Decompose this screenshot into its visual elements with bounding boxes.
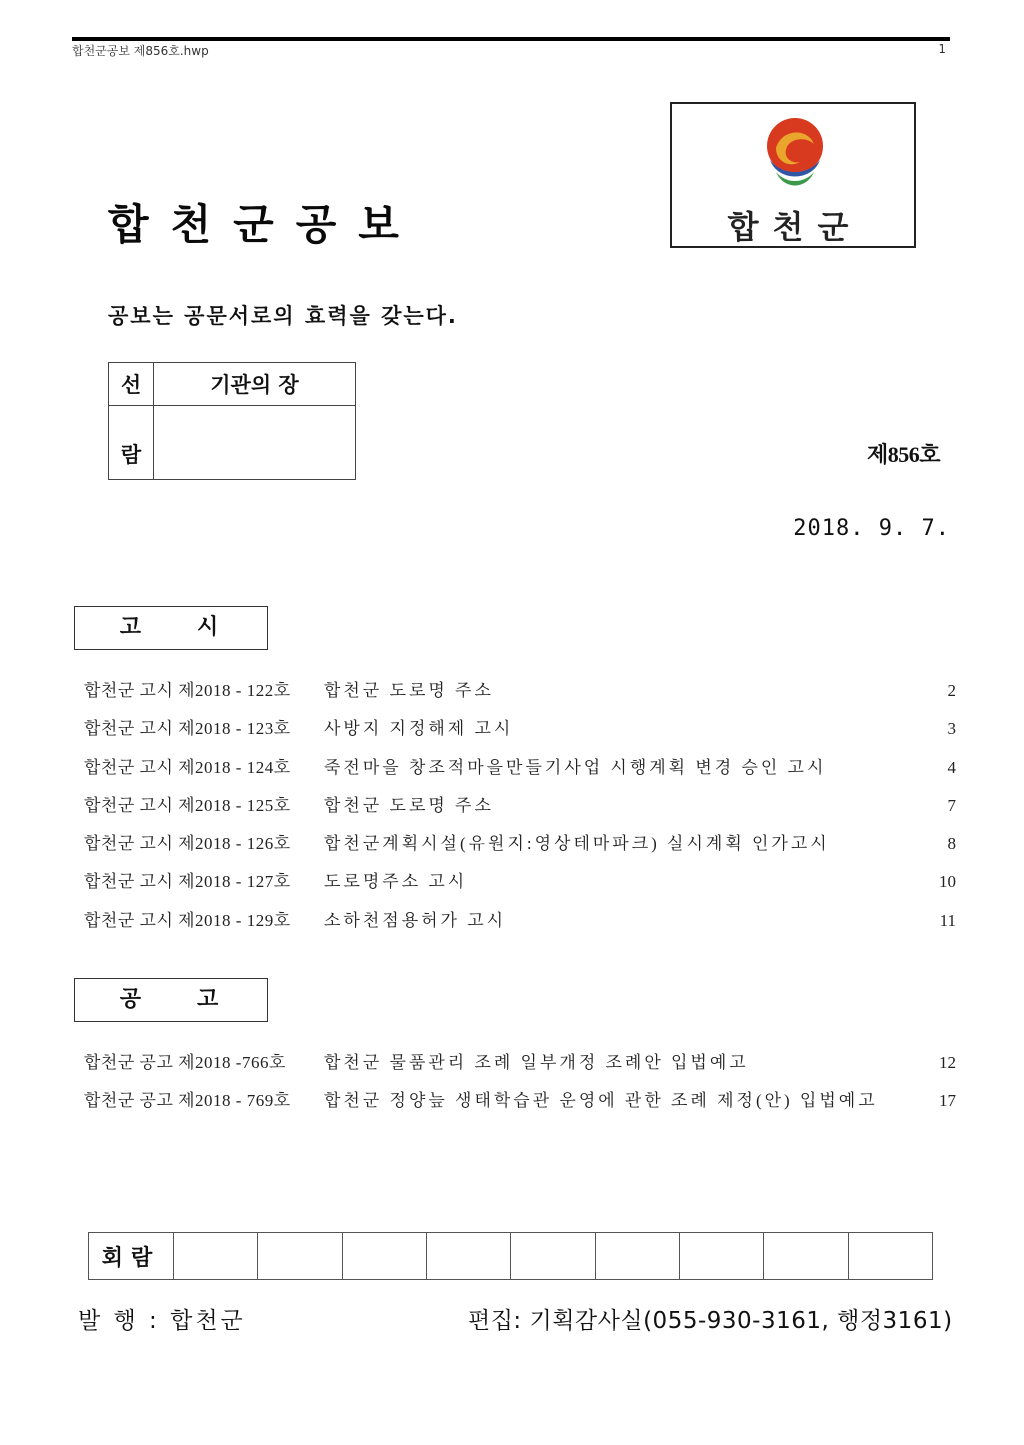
toc-title: 합천군 물품관리 조례 일부개정 조례안 입법예고	[324, 1053, 749, 1072]
toc-title: 합천군 정양늪 생태학습관 운영에 관한 조례 제정(안) 입법예고	[324, 1091, 878, 1111]
toc-page: 17	[939, 1091, 956, 1111]
circulation-cell	[174, 1233, 258, 1280]
review-table	[108, 362, 356, 480]
toc-row[interactable]	[84, 825, 956, 863]
announcements-section-header	[74, 978, 268, 1022]
toc-row[interactable]	[84, 749, 956, 787]
motto: 공보는 공문서로의 효력을 갖는다.	[108, 304, 458, 328]
review-label-bottom: 람	[109, 406, 154, 480]
toc-title: 소하천점용허가 고시	[324, 910, 507, 930]
toc-page: 10	[939, 872, 956, 892]
toc-title: 사방지 지정해제 고시	[324, 719, 514, 739]
toc-page: 11	[939, 910, 956, 930]
circulation-cell	[258, 1233, 342, 1280]
file-label: 합천군공보 제856호.hwp	[72, 44, 209, 58]
toc-row[interactable]	[84, 710, 956, 748]
circulation-cell	[595, 1233, 679, 1280]
logo-text: 합천군	[727, 208, 863, 246]
toc-number: 합천군 고시 제2018 - 126호	[84, 834, 291, 854]
announcements-list	[84, 1044, 956, 1121]
toc-number: 합천군 공고 제2018 - 769호	[84, 1091, 291, 1111]
review-header: 기관의 장	[154, 363, 356, 406]
toc-row[interactable]	[84, 1082, 956, 1120]
notices-list	[84, 672, 956, 940]
issue-date: 2018. 9. 7.	[793, 516, 950, 541]
notices-section-header	[74, 606, 268, 650]
announcements-section-title-a: 공	[119, 987, 145, 1012]
county-emblem-icon	[756, 114, 834, 198]
publisher: 발 행 : 합천군	[78, 1308, 246, 1334]
top-rule	[72, 37, 950, 41]
toc-number: 합천군 고시 제2018 - 124호	[84, 757, 291, 777]
toc-row[interactable]	[84, 672, 956, 710]
notices-section-title-a: 고	[119, 615, 145, 640]
circulation-label: 회람	[89, 1233, 174, 1280]
toc-row[interactable]	[84, 787, 956, 825]
toc-page: 8	[947, 834, 956, 854]
circulation-cell	[342, 1233, 426, 1280]
review-label-top: 선	[109, 363, 154, 406]
toc-row[interactable]	[84, 863, 956, 901]
toc-number: 합천군 고시 제2018 - 129호	[84, 910, 291, 930]
notices-section-title-b: 시	[197, 615, 223, 640]
toc-number: 합천군 고시 제2018 - 122호	[84, 681, 291, 700]
toc-page: 4	[947, 757, 956, 777]
toc-title: 합천군 도로명 주소	[324, 795, 494, 815]
toc-number: 합천군 고시 제2018 - 127호	[84, 872, 291, 892]
toc-page: 7	[947, 795, 956, 815]
toc-number: 합천군 공고 제2018 -766호	[84, 1053, 286, 1072]
toc-title: 도로명주소 고시	[324, 872, 468, 892]
toc-number: 합천군 고시 제2018 - 125호	[84, 795, 291, 815]
circulation-cell	[511, 1233, 595, 1280]
toc-page: 3	[947, 719, 956, 739]
circulation-cell	[848, 1233, 932, 1280]
toc-page: 2	[947, 681, 956, 700]
toc-title: 합천군 도로명 주소	[324, 681, 494, 700]
issue-number: 제856호	[866, 442, 940, 467]
announcements-section-title-b: 고	[197, 987, 223, 1012]
circulation-cell	[764, 1233, 848, 1280]
editor-contact: 편집: 기획감사실(055-930-3161, 행정3161)	[468, 1308, 953, 1334]
review-signature-cell	[154, 406, 356, 480]
toc-row[interactable]	[84, 1044, 956, 1082]
circulation-cell	[426, 1233, 510, 1280]
county-logo	[670, 102, 916, 248]
toc-title: 합천군계획시설(유원지:영상테마파크) 실시계획 인가고시	[324, 834, 830, 854]
toc-title: 죽전마을 창조적마을만들기사업 시행계획 변경 승인 고시	[324, 757, 827, 777]
circulation-cell	[679, 1233, 763, 1280]
toc-page: 12	[939, 1053, 956, 1072]
toc-row[interactable]	[84, 902, 956, 940]
toc-number: 합천군 고시 제2018 - 123호	[84, 719, 291, 739]
page-title: 합천군공보	[108, 200, 421, 249]
circulation-table	[88, 1232, 933, 1280]
page-number: 1	[938, 42, 946, 56]
